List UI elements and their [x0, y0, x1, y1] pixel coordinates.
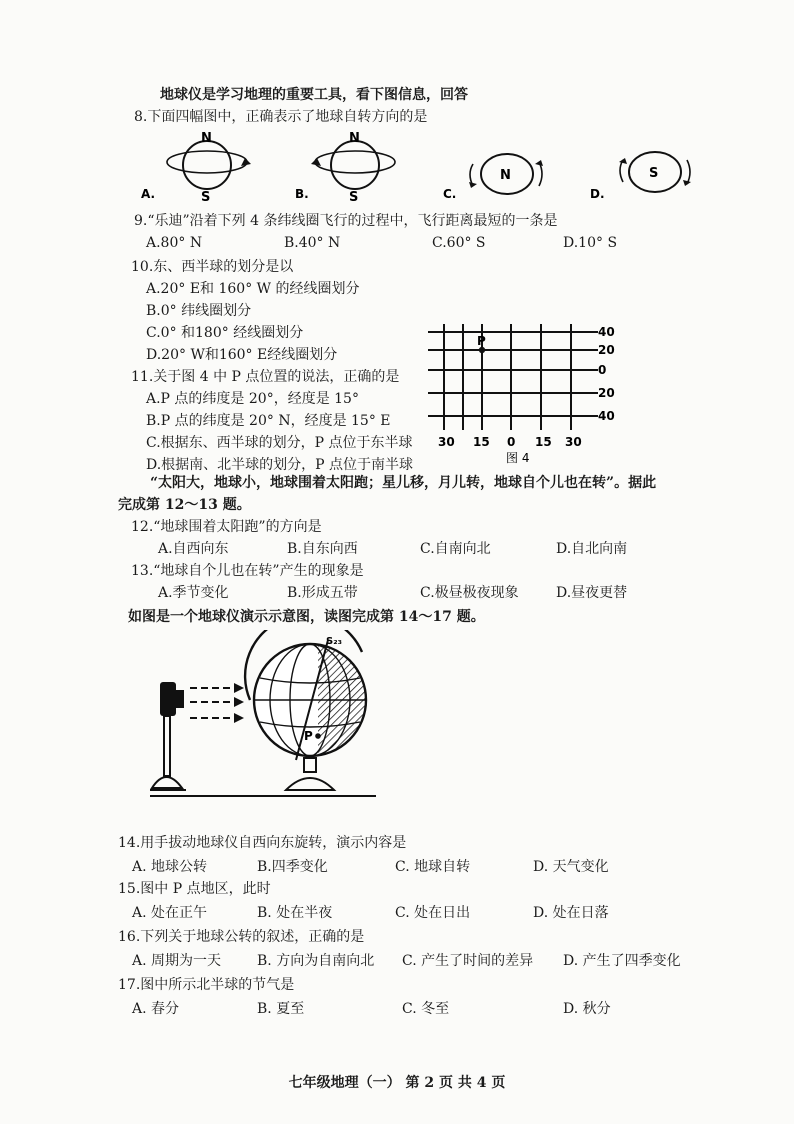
fig4-lat-label: 20: [598, 343, 615, 357]
q16-option-c[interactable]: C. 产生了时间的差异: [402, 953, 534, 969]
q17-option-c[interactable]: C. 冬至: [402, 1001, 450, 1017]
option-b-globe-figure[interactable]: [295, 131, 395, 205]
passage-line-2: 完成第 12～13 题。: [118, 497, 251, 513]
q8-a-north: N: [201, 131, 212, 146]
q12-option-c[interactable]: C.自南向北: [420, 541, 491, 557]
q8-a-south: S: [201, 190, 211, 205]
section-intro: 地球仪是学习地理的重要工具，看下图信息，回答: [160, 87, 468, 103]
q9-option-b[interactable]: B.40° N: [284, 235, 341, 251]
q13-option-b[interactable]: B.形成五带: [287, 585, 358, 601]
q8-b-north: N: [349, 131, 360, 146]
q16-option-b[interactable]: B. 方向为自南向北: [257, 953, 375, 969]
q16-option-d[interactable]: D. 产生了四季变化: [563, 953, 681, 969]
fig4-lat-label: 40: [598, 325, 615, 339]
q8-b-south: S: [349, 190, 359, 205]
q9-option-d[interactable]: D.10° S: [563, 235, 618, 251]
fig4-lat-label: 0: [598, 363, 607, 377]
q14-option-b[interactable]: B.四季变化: [257, 859, 328, 875]
question-11-stem: 11.关于图 4 中 P 点位置的说法，正确的是: [131, 369, 400, 385]
q9-option-c[interactable]: C.60° S: [432, 235, 486, 251]
fig4-lon-label: 30: [565, 435, 582, 449]
q12-option-d[interactable]: D.自北向南: [556, 541, 628, 557]
question-17-stem: 17.图中所示北半球的节气是: [118, 977, 295, 993]
q14-option-a[interactable]: A. 地球公转: [132, 859, 208, 875]
q13-option-c[interactable]: C.极昼极夜现象: [420, 585, 519, 601]
globe-point-p: P: [304, 729, 313, 743]
question-12-stem: 12.“地球围着太阳跑”的方向是: [131, 519, 322, 535]
fig4-lat-label: 40: [598, 409, 615, 423]
q13-option-a[interactable]: A.季节变化: [158, 585, 229, 601]
q11-option-b[interactable]: B.P 点的纬度是 20° N，经度是 15° E: [146, 413, 391, 429]
page-footer: 七年级地理（一） 第 2 页 共 4 页: [288, 1075, 506, 1091]
q10-option-b[interactable]: B.0° 纬线圈划分: [146, 303, 252, 319]
q11-option-c[interactable]: C.根据东、西半球的划分，P 点位于东半球: [146, 435, 413, 451]
question-14-stem: 14.用手拔动地球仪自西向东旋转，演示内容是: [118, 835, 407, 851]
q10-option-a[interactable]: A.20° E和 160° W 的经线圈划分: [146, 281, 360, 297]
question-10-stem: 10.东、西半球的划分是以: [131, 259, 294, 275]
q8-label-a: A.: [141, 187, 156, 201]
question-9-stem: 9.“乐迪”沿着下列 4 条纬线圈飞行的过程中，飞行距离最短的一条是: [134, 213, 558, 229]
q8-label-d: D.: [590, 187, 605, 201]
lamp-icon: [150, 682, 186, 790]
globe-axis-label: S₂₃: [326, 636, 342, 647]
option-c-polar-figure[interactable]: [443, 154, 543, 201]
q10-option-c[interactable]: C.0° 和180° 经线圈划分: [146, 325, 304, 341]
q13-option-d[interactable]: D.昼夜更替: [556, 585, 628, 601]
question-15-stem: 15.图中 P 点地区，此时: [118, 881, 271, 897]
passage-line-1: “太阳大，地球小，地球围着太阳跑；星儿移，月儿转，地球自个儿也在转”。据此: [150, 475, 657, 491]
fig4-lon-label: 0: [507, 435, 516, 449]
option-a-globe-figure[interactable]: [141, 131, 251, 205]
fig4-lon-label: 30: [438, 435, 455, 449]
fig4-lon-label: 15: [535, 435, 552, 449]
fig4-lon-label: 15: [473, 435, 490, 449]
globe-demo-figure: [150, 630, 390, 810]
q17-option-b[interactable]: B. 夏至: [257, 1001, 305, 1017]
question-8-figures: [135, 130, 695, 208]
q15-option-b[interactable]: B. 处在半夜: [257, 905, 333, 921]
fig4-caption: 图 4: [506, 451, 530, 465]
fig4-lat-label: 20: [598, 386, 615, 400]
question-13-stem: 13.“地球自个儿也在转”产生的现象是: [131, 563, 364, 579]
q10-option-d[interactable]: D.20° W和160° E经线圈划分: [146, 347, 338, 363]
q14-option-d[interactable]: D. 天气变化: [533, 859, 609, 875]
option-d-polar-figure[interactable]: [590, 152, 691, 201]
q11-option-a[interactable]: A.P 点的纬度是 20°，经度是 15°: [146, 391, 359, 407]
q14-option-c[interactable]: C. 地球自转: [395, 859, 471, 875]
figure-intro: 如图是一个地球仪演示示意图，读图完成第 14～17 题。: [128, 609, 485, 625]
q8-label-c: C.: [443, 187, 457, 201]
q8-d-south: S: [649, 166, 659, 181]
q15-option-c[interactable]: C. 处在日出: [395, 905, 471, 921]
q8-c-north: N: [500, 168, 511, 183]
q8-label-b: B.: [295, 187, 309, 201]
globe-icon: [150, 630, 376, 796]
light-arrows-icon: [190, 683, 244, 723]
q17-option-d[interactable]: D. 秋分: [563, 1001, 611, 1017]
q17-option-a[interactable]: A. 春分: [132, 1001, 180, 1017]
question-16-stem: 16.下列关于地球公转的叙述，正确的是: [118, 929, 365, 945]
q11-option-d[interactable]: D.根据南、北半球的划分，P 点位于南半球: [146, 457, 414, 473]
figure-4-grid: [428, 318, 628, 466]
q12-option-b[interactable]: B.自东向西: [287, 541, 358, 557]
q9-option-a[interactable]: A.80° N: [146, 235, 203, 251]
q15-option-d[interactable]: D. 处在日落: [533, 905, 609, 921]
q15-option-a[interactable]: A. 处在正午: [132, 905, 208, 921]
q16-option-a[interactable]: A. 周期为一天: [132, 953, 222, 969]
q12-option-a[interactable]: A.自西向东: [158, 541, 229, 557]
question-8-stem: 8.下面四幅图中，正确表示了地球自转方向的是: [134, 109, 428, 125]
fig4-point-label: P: [477, 334, 486, 348]
